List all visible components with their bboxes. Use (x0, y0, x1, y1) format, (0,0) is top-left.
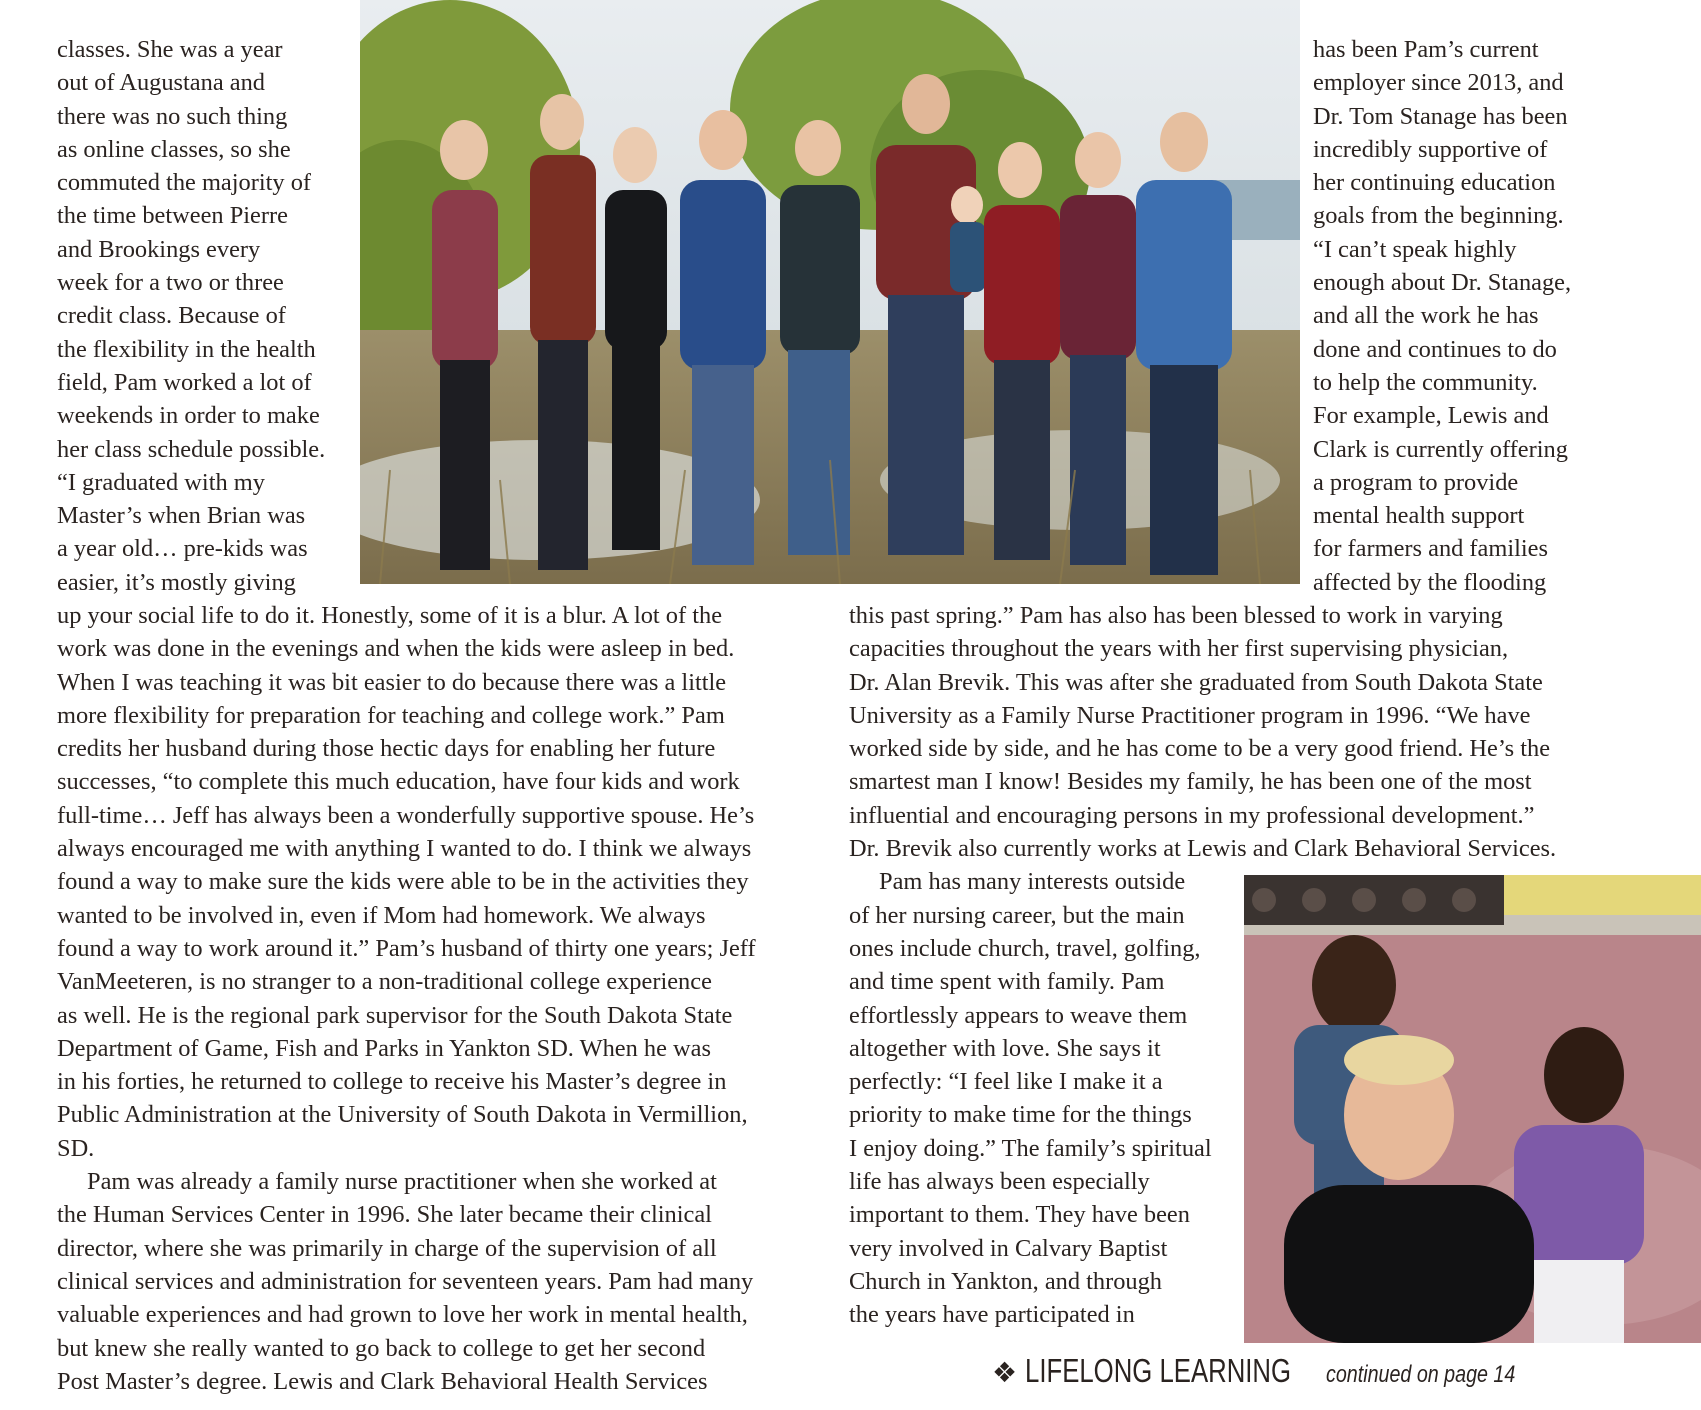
text-line: VanMeeteren, is no stranger to a non-traditional college experience (57, 968, 712, 996)
text-line: “I can’t speak highly (1313, 235, 1517, 263)
text-line: to help the community. (1313, 368, 1538, 396)
col-left-top (57, 33, 325, 599)
text-line: When I was teaching it was bit easier to do because there was a little (57, 668, 727, 696)
text-line: successes, “to complete this much education, have four kids and work (57, 768, 740, 796)
continued-heading: LIFELONG LEARNING (1025, 1352, 1292, 1389)
children-photo (1244, 875, 1701, 1343)
text-line: influential and encouraging persons in my professional development.” (849, 801, 1535, 829)
text-line: goals from the beginning. (1313, 202, 1564, 230)
text-line: commuted the majority of (57, 169, 312, 197)
text-line: Post Master’s degree. Lewis and Clark Behavioral Health Services (57, 1367, 708, 1395)
text-line: Dr. Brevik also currently works at Lewis and Clark Behavioral Services. (849, 835, 1557, 863)
text-line: I enjoy doing.” The family’s spiritual (849, 1134, 1212, 1162)
continued-page-link[interactable]: continued on page 14 (1326, 1361, 1516, 1388)
text-line: there was no such thing (57, 102, 288, 130)
text-line: out of Augustana and (57, 69, 265, 97)
children-braiding-hair-photo-icon (1244, 875, 1701, 1343)
text-line: but knew she really wanted to go back to college to get her second (57, 1334, 706, 1362)
family-group-photo-icon (360, 0, 1300, 584)
text-line: easier, it’s mostly giving (57, 568, 296, 596)
text-line: affected by the flooding (1313, 568, 1547, 596)
text-line: important to them. They have been (849, 1201, 1190, 1229)
text-line: clinical services and administration for seventeen years. Pam had many (57, 1267, 754, 1295)
text-line: the Human Services Center in 1996. She later became their clinical (57, 1201, 712, 1229)
text-line: wanted to be involved in, even if Mom had homework. We always (57, 901, 706, 929)
text-line: the years have participated in (849, 1301, 1135, 1329)
text-line: “I graduated with my (57, 468, 265, 496)
diamond-ornament-icon: ❖ (992, 1356, 1018, 1389)
text-line: the flexibility in the health (57, 335, 316, 363)
text-line: found a way to work around it.” Pam’s husband of thirty one years; Jeff (57, 934, 756, 962)
text-line: classes. She was a year (57, 36, 283, 63)
text-line: a program to provide (1313, 468, 1519, 496)
text-line: credits her husband during those hectic days for enabling her future (57, 735, 716, 763)
text-line: Dr. Tom Stanage has been (1313, 102, 1568, 130)
text-line: valuable experiences and had grown to love her work in mental health, (57, 1301, 748, 1329)
text-line: University as a Family Nurse Practitioner program in 1996. “We have (849, 701, 1531, 729)
text-line: Pam has many interests outside (879, 868, 1186, 896)
text-line: a year old… pre-kids was (57, 535, 308, 563)
text-line: smartest man I know! Besides my family, he has been one of the most (849, 768, 1532, 796)
text-line: Church in Yankton, and through (849, 1267, 1163, 1295)
continued-note (992, 1352, 1557, 1390)
text-line: of her nursing career, but the main (849, 901, 1185, 929)
text-line: enough about Dr. Stanage, (1313, 269, 1572, 297)
text-line: up your social life to do it. Honestly, some of it is a blur. A lot of the (57, 602, 723, 629)
text-line: the time between Pierre (57, 202, 288, 230)
text-line: her continuing education (1313, 169, 1556, 197)
text-line: credit class. Because of (57, 302, 286, 330)
text-line: incredibly supportive of (1313, 135, 1548, 163)
text-line: mental health support (1313, 502, 1525, 530)
col-left-bottom (57, 599, 756, 1398)
text-line: more flexibility for preparation for teaching and college work.” Pam (57, 701, 725, 729)
text-line: very involved in Calvary Baptist (849, 1234, 1168, 1262)
text-line: and Brookings every (57, 235, 261, 263)
col-right-top (1313, 33, 1571, 599)
text-line: this past spring.” Pam has also has been blessed to work in varying (849, 602, 1503, 629)
text-line: worked side by side, and he has come to be a very good friend. He’s the (849, 735, 1551, 763)
text-line: weekends in order to make (57, 402, 320, 430)
text-line: done and continues to do (1313, 335, 1557, 363)
text-line: ones include church, travel, golfing, (849, 934, 1201, 962)
text-line: her class schedule possible. (57, 435, 326, 463)
text-line: perfectly: “I feel like I make it a (849, 1068, 1163, 1096)
text-line: as well. He is the regional park supervisor for the South Dakota State (57, 1001, 733, 1029)
text-line: and all the work he has (1313, 302, 1539, 330)
text-line: for farmers and families (1313, 535, 1548, 563)
text-line: Clark is currently offering (1313, 435, 1568, 463)
text-line: life has always been especially (849, 1168, 1150, 1196)
text-line: director, where she was primarily in charge of the supervision of all (57, 1234, 717, 1262)
text-line: capacities throughout the years with her first supervising physician, (849, 635, 1509, 663)
text-line: in his forties, he returned to college to receive his Master’s degree in (57, 1068, 727, 1096)
text-line: field, Pam worked a lot of (57, 368, 312, 396)
text-line: altogether with love. She says it (849, 1034, 1161, 1062)
text-line: priority to make time for the things (849, 1101, 1192, 1129)
family-photo (360, 0, 1300, 584)
text-line: effortlessly appears to weave them (849, 1001, 1188, 1029)
text-line: always encouraged me with anything I wanted to do. I think we always (57, 835, 752, 863)
text-line: week for a two or three (57, 269, 284, 297)
text-line: Dr. Alan Brevik. This was after she graduated from South Dakota State (849, 668, 1543, 696)
text-line: Public Administration at the University of South Dakota in Vermillion, (57, 1101, 748, 1129)
text-line: has been Pam’s current (1313, 36, 1539, 63)
text-line: employer since 2013, and (1313, 69, 1564, 97)
text-line: Pam was already a family nurse practitioner when she worked at (87, 1168, 717, 1196)
text-line: found a way to make sure the kids were able to be in the activities they (57, 868, 749, 896)
text-line: work was done in the evenings and when the kids were asleep in bed. (57, 635, 735, 663)
text-line: SD. (57, 1134, 95, 1162)
text-line: as online classes, so she (57, 135, 291, 163)
text-line: and time spent with family. Pam (849, 968, 1165, 996)
text-line: Master’s when Brian was (57, 502, 306, 530)
text-line: Department of Game, Fish and Parks in Yankton SD. When he was (57, 1034, 711, 1062)
text-line: full-time… Jeff has always been a wonderfully supportive spouse. He’s (57, 801, 755, 829)
text-line: For example, Lewis and (1313, 402, 1549, 430)
